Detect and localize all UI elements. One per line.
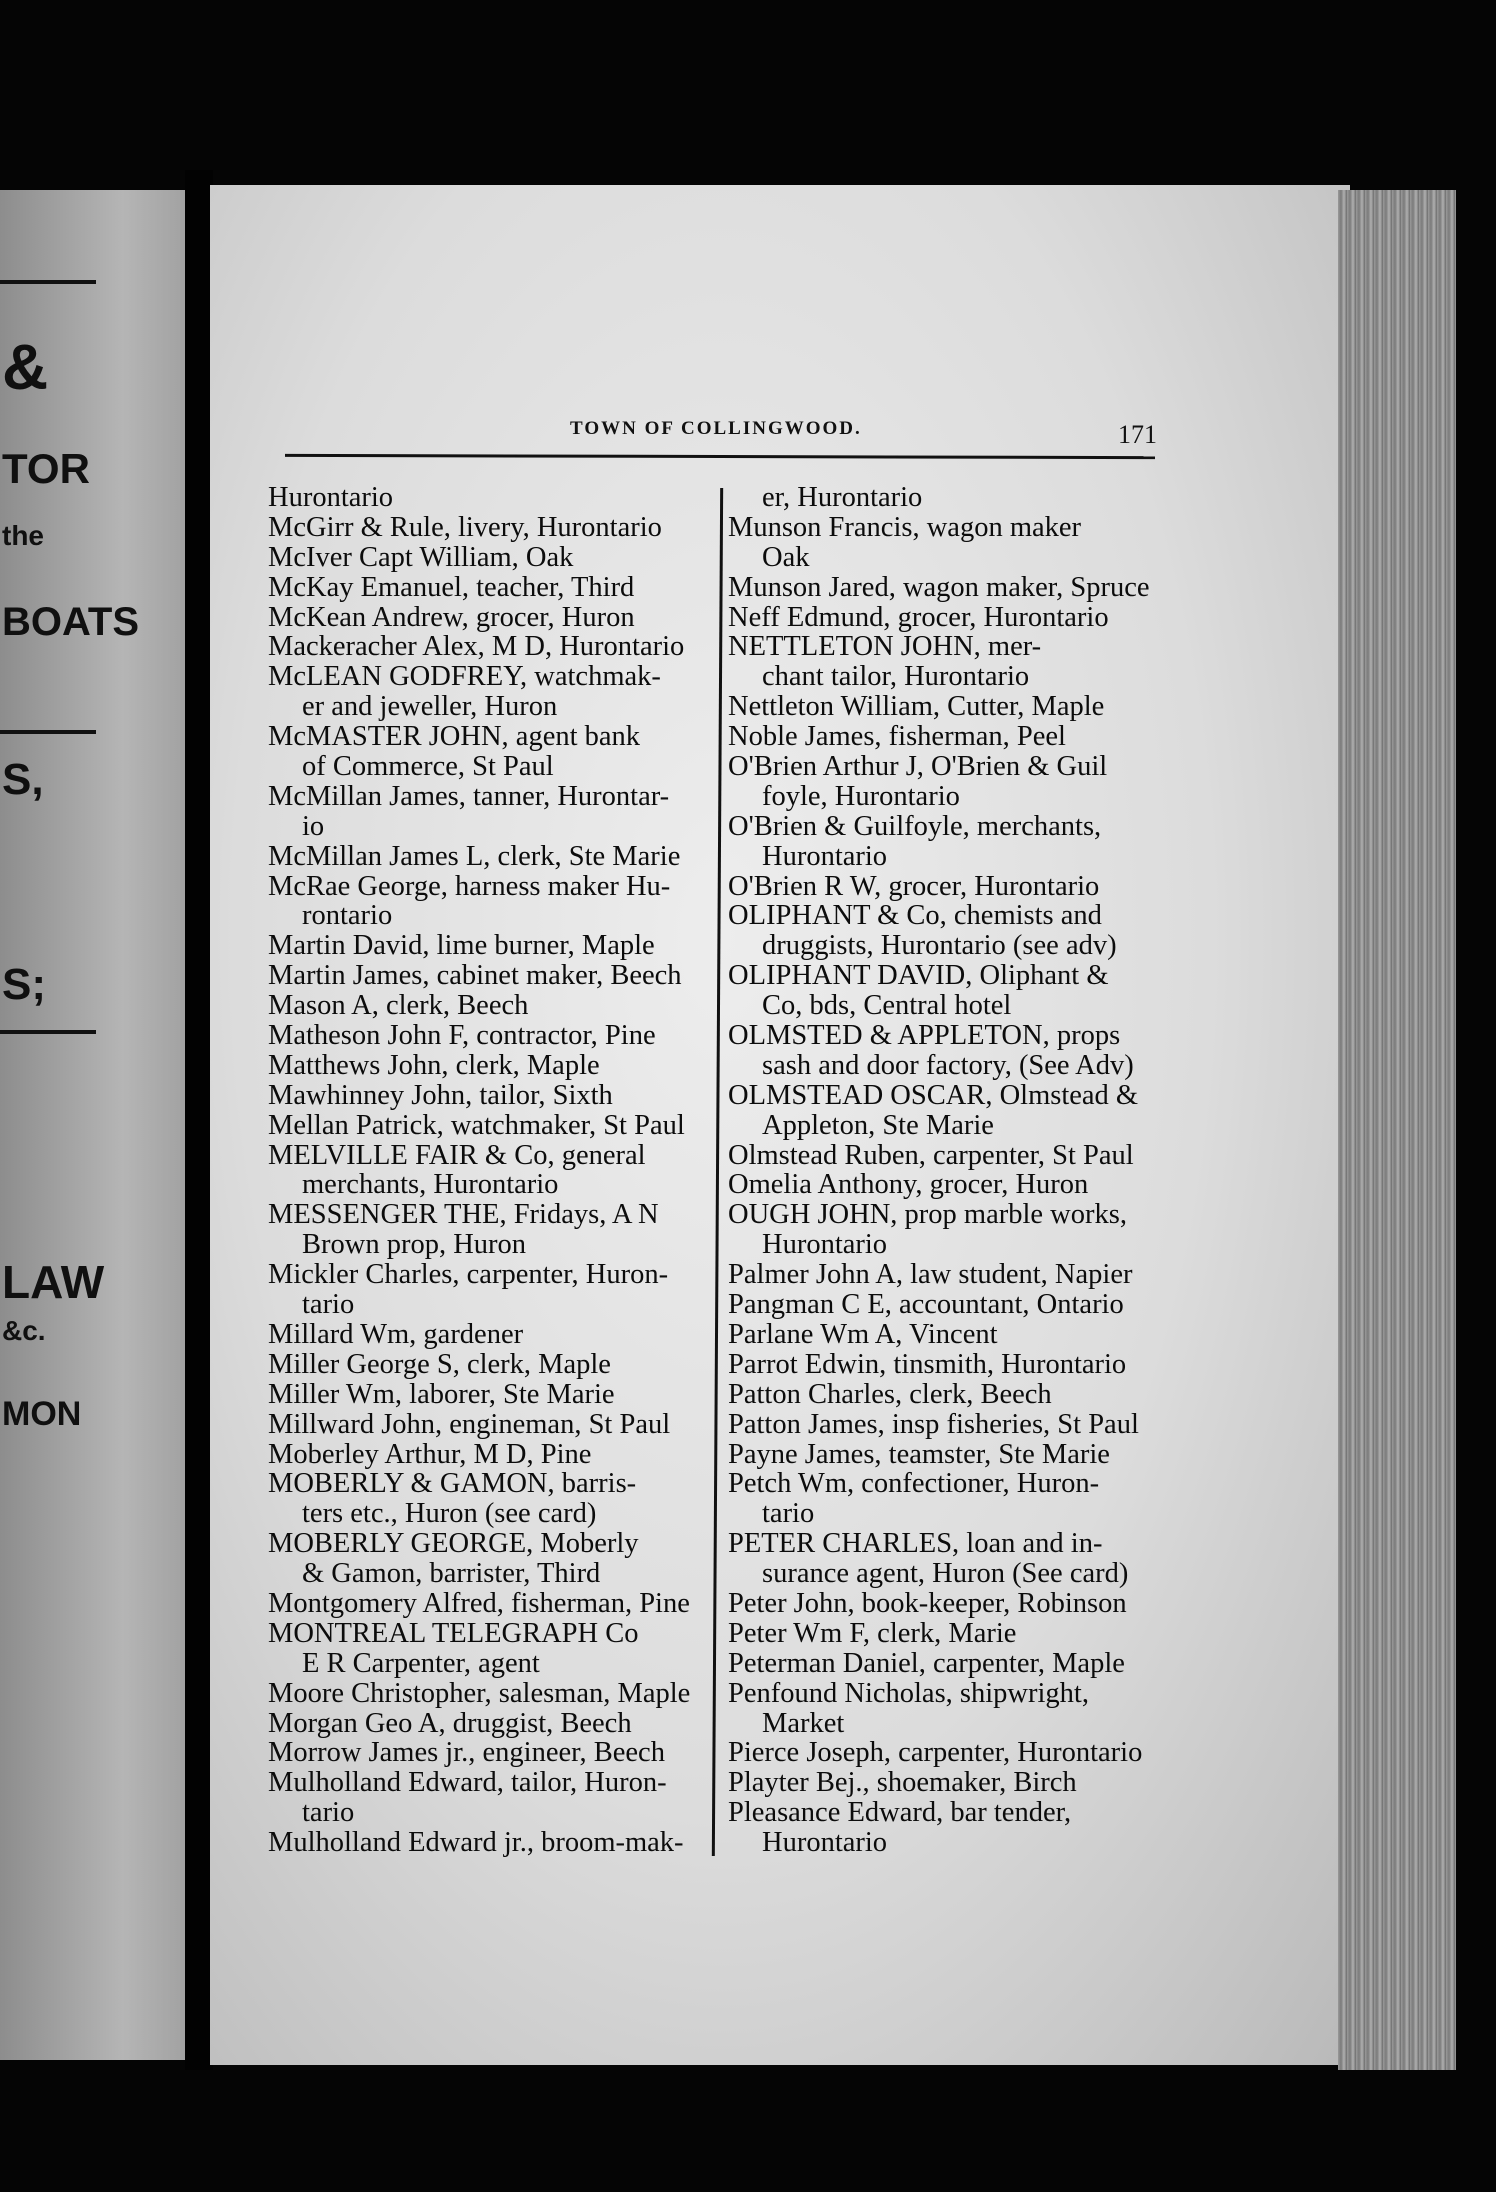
directory-line: Neff Edmund, grocer, Hurontario [728,601,1109,633]
directory-line: tario [302,1289,355,1321]
directory-line: Pleasance Edward, bar tender, [728,1797,1072,1829]
directory-line: tario [302,1797,355,1829]
directory-line: Patton James, insp fisheries, St Paul [728,1408,1139,1440]
directory-line: Mawhinney John, tailor, Sixth [268,1079,613,1111]
directory-line: Penfound Nicholas, shipwright, [728,1677,1089,1709]
directory-line: Olmstead Ruben, carpenter, St Paul [728,1139,1134,1171]
directory-line: Payne James, teamster, Ste Marie [728,1438,1110,1470]
directory-line: OLMSTEAD OSCAR, Olmstead & [728,1079,1139,1111]
facing-page-rule [0,1030,96,1034]
directory-line: Co, bds, Central hotel [762,990,1012,1022]
directory-line: tario [762,1498,815,1530]
directory-line: NETTLETON JOHN, mer- [728,631,1042,663]
directory-line: druggists, Hurontario (see adv) [762,930,1117,962]
directory-line: Moberley Arthur, M D, Pine [268,1438,592,1470]
directory-line: Patton Charles, clerk, Beech [728,1378,1052,1410]
facing-page-fragment [0,190,205,2060]
directory-line: Peter John, book-keeper, Robinson [728,1587,1127,1619]
directory-line: Peter Wm F, clerk, Marie [728,1617,1017,1649]
directory-line: Hurontario [268,482,394,513]
directory-line: ters etc., Huron (see card) [302,1498,597,1530]
directory-line: merchants, Hurontario [302,1169,559,1201]
directory-line: McMillan James L, clerk, Ste Marie [268,840,681,872]
facing-page-rule [0,280,96,284]
directory-line: Parrot Edwin, tinsmith, Hurontario [728,1348,1127,1380]
directory-line: OLIPHANT & Co, chemists and [728,900,1102,932]
facing-page-text-fragment: &c. [2,1315,46,1346]
directory-line: McMASTER JOHN, agent bank [268,721,641,753]
directory-line: Hurontario [762,840,888,872]
directory-line: McIver Capt William, Oak [268,541,574,573]
facing-page-text-fragment: & [2,331,49,403]
directory-line: Nettleton William, Cutter, Maple [728,691,1105,723]
directory-line: Munson Jared, wagon maker, Spruce [728,571,1150,603]
facing-page-rule [0,730,96,734]
directory-line: Parlane Wm A, Vincent [728,1318,998,1350]
directory-line: Noble James, fisherman, Peel [728,721,1066,753]
page-number: 171 [1118,420,1157,449]
directory-line: sash and door factory, (See Adv) [762,1049,1134,1081]
directory-line: Millard Wm, gardener [268,1318,524,1350]
directory-line: Peterman Daniel, carpenter, Maple [728,1647,1125,1679]
directory-line: O'Brien Arthur J, O'Brien & Guil [728,751,1108,783]
directory-line: McLEAN GODFREY, watchmak- [268,661,661,693]
directory-line: Moore Christopher, salesman, Maple [268,1677,691,1709]
directory-line: Millward John, engineman, St Paul [268,1408,671,1440]
directory-line: Martin James, cabinet maker, Beech [268,960,682,992]
directory-line: O'Brien & Guilfoyle, merchants, [728,810,1102,842]
facing-page-text-fragment: S; [2,960,46,1009]
directory-line: OLMSTED & APPLETON, props [728,1020,1121,1052]
directory-line: McMillan James, tanner, Hurontar- [268,780,670,812]
facing-page-text-fragment: LAW [2,1256,105,1308]
directory-line: Playter Bej., shoemaker, Birch [728,1767,1077,1799]
directory-line: Mulholland Edward jr., broom-mak- [268,1827,684,1859]
right-directory-column [728,483,1168,1858]
directory-line: chant tailor, Hurontario [762,661,1030,693]
directory-line: MOBERLY GEORGE, Moberly [268,1528,639,1560]
directory-line: Mason A, clerk, Beech [268,990,529,1022]
directory-line: MESSENGER THE, Fridays, A N [268,1199,659,1231]
directory-line: Matthews John, clerk, Maple [268,1049,600,1081]
directory-line: Brown prop, Huron [302,1229,527,1261]
directory-line: OUGH JOHN, prop marble works, [728,1199,1127,1231]
directory-line: Mickler Charles, carpenter, Huron- [268,1259,669,1291]
directory-line: McGirr & Rule, livery, Hurontario [268,511,662,543]
directory-line: Omelia Anthony, grocer, Huron [728,1169,1089,1201]
directory-line: E R Carpenter, agent [302,1647,540,1679]
facing-page-text-fragment: S, [2,755,44,804]
directory-line: Market [762,1707,845,1739]
book-gutter [185,170,213,2070]
directory-line: Oak [762,541,810,573]
left-directory-column [268,483,698,1858]
directory-line: OLIPHANT DAVID, Oliphant & [728,960,1109,992]
directory-line: Pierce Joseph, carpenter, Hurontario [728,1737,1143,1769]
directory-line: Mellan Patrick, watchmaker, St Paul [268,1109,685,1141]
directory-line: Hurontario [762,1827,888,1859]
facing-page-text-fragment: MON [2,1395,82,1433]
directory-line: Pangman C E, accountant, Ontario [728,1289,1124,1321]
page-header-title: TOWN OF COLLINGWOOD. [570,418,862,439]
directory-line: Miller Wm, laborer, Ste Marie [268,1378,615,1410]
directory-line: er, Hurontario [762,482,923,513]
directory-line: Morrow James jr., engineer, Beech [268,1737,665,1769]
directory-line: PETER CHARLES, loan and in- [728,1528,1103,1560]
directory-line: McKean Andrew, grocer, Huron [268,601,635,633]
directory-line: Morgan Geo A, druggist, Beech [268,1707,632,1739]
directory-line: io [302,810,325,842]
directory-line: Palmer John A, law student, Napier [728,1259,1133,1291]
directory-line: rontario [302,900,393,932]
directory-line: Martin David, lime burner, Maple [268,930,655,962]
directory-line: Petch Wm, confectioner, Huron- [728,1468,1100,1500]
directory-line: of Commerce, St Paul [302,751,554,783]
directory-line: Appleton, Ste Marie [762,1109,994,1141]
directory-line: & Gamon, barrister, Third [302,1558,601,1590]
directory-line: Mulholland Edward, tailor, Huron- [268,1767,667,1799]
directory-line: O'Brien R W, grocer, Hurontario [728,870,1100,902]
directory-line: Mackeracher Alex, M D, Hurontario [268,631,685,663]
directory-line: MELVILLE FAIR & Co, general [268,1139,646,1171]
directory-line: foyle, Hurontario [762,780,960,812]
directory-line: McRae George, harness maker Hu- [268,870,671,902]
page-edges [1338,190,1456,2070]
directory-line: McKay Emanuel, teacher, Third [268,571,635,603]
directory-line: MOBERLY & GAMON, barris- [268,1468,637,1500]
facing-page-text-fragment: TOR [2,445,90,492]
directory-line: Miller George S, clerk, Maple [268,1348,611,1380]
directory-line: Montgomery Alfred, fisherman, Pine [268,1587,690,1619]
facing-page-text-fragment: BOATS [2,600,140,644]
directory-line: surance agent, Huron (See card) [762,1558,1129,1590]
directory-line: Matheson John F, contractor, Pine [268,1020,656,1052]
directory-line: Hurontario [762,1229,888,1261]
directory-line: er and jeweller, Huron [302,691,558,723]
directory-line: Munson Francis, wagon maker [728,511,1082,543]
directory-line: MONTREAL TELEGRAPH Co [268,1617,639,1649]
facing-page-text-fragment: the [2,520,44,551]
